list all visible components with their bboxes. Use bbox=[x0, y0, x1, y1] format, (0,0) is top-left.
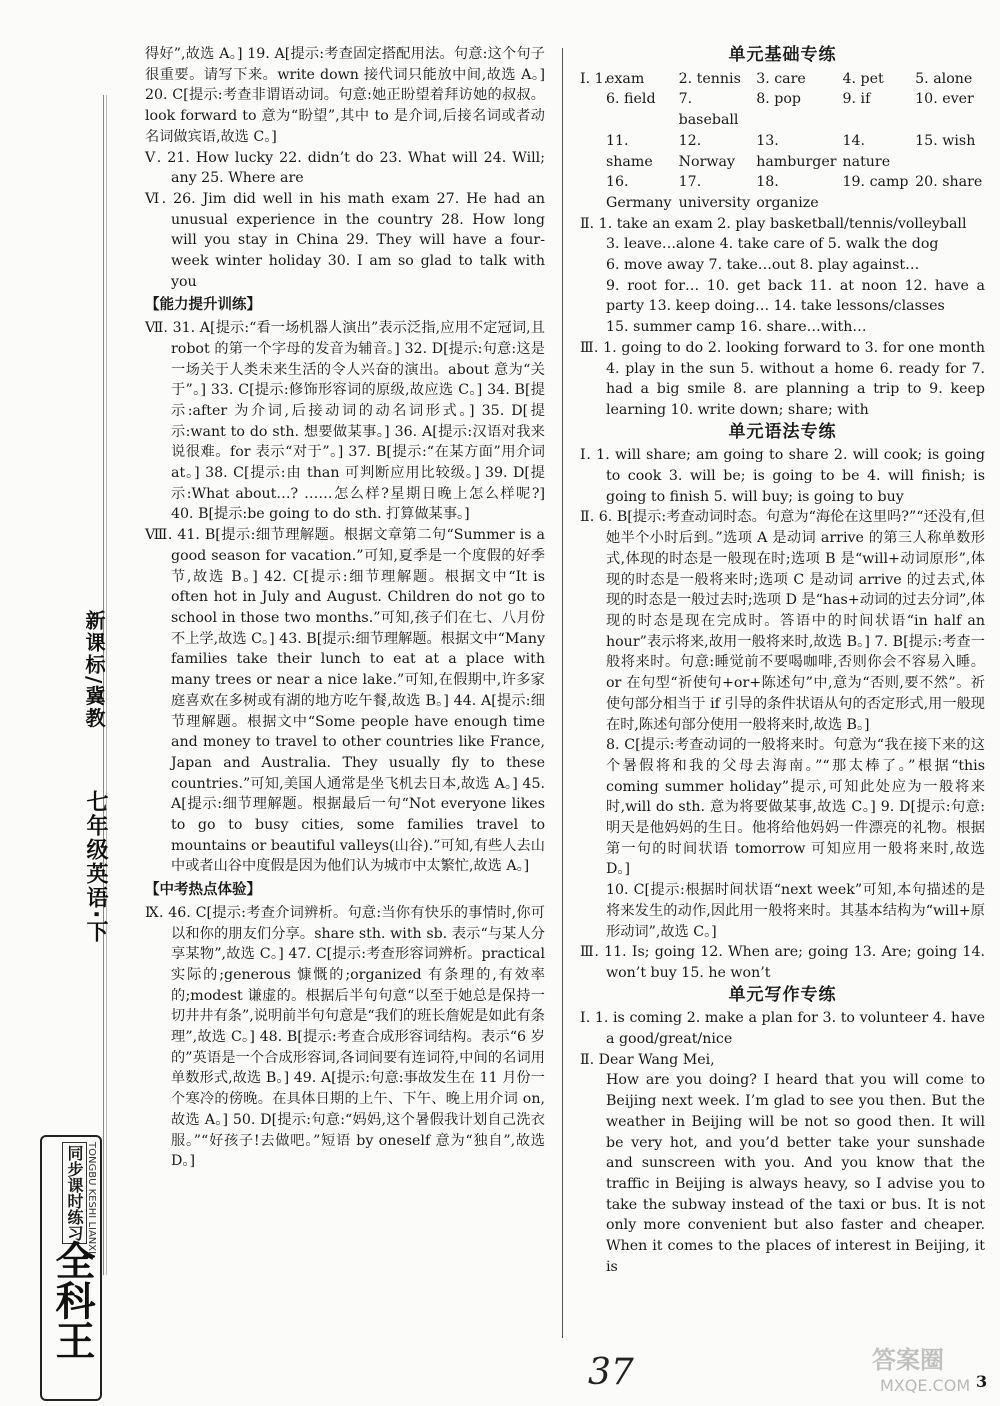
grammar-section-2-q10: 10. C[提示:根据时间状语“next week”可知,本句描述的是将来发生的动作,因此用一般将来时。其基本结构为“will+原形动词”,故选 C。] bbox=[606, 882, 985, 940]
left-column bbox=[145, 44, 545, 1172]
basics-section-2-line: Ⅱ. 1. take an exam 2. play basketball/tennis/volleyball bbox=[580, 215, 967, 232]
corner-page-mark: 3 bbox=[976, 1372, 988, 1391]
basics-section-2-line: 3. leave…alone 4. take care of 5. walk the dog bbox=[606, 236, 939, 253]
word-item: 14. nature bbox=[842, 132, 891, 170]
word-item: 20. share bbox=[915, 174, 983, 191]
word-item: 4. pet bbox=[842, 70, 884, 87]
word-item: 18. organize bbox=[756, 174, 819, 211]
brand-subtitle: 同步课时练习 bbox=[62, 1142, 87, 1244]
section-6-answers: Ⅵ. 26. Jim did well in his math exam 27. He had an unusual experience in the country 28. How long will you stay in China 29. They will have a four-week winter holiday 30. I am so glad to talk with you bbox=[145, 190, 545, 290]
word-item: 2. tennis bbox=[678, 70, 741, 87]
basics-section-3: Ⅲ. 1. going to do 2. looking forward to 3. for one month 4. play in the sun 5. without a home 6. ready for 7. had a big smile 8. are planning a trip to 9. keep learning 10. write down; share; with bbox=[580, 339, 985, 418]
right-column bbox=[580, 44, 985, 1277]
writing-section-2-salutation: Ⅱ. Dear Wang Mei, bbox=[580, 1051, 715, 1068]
basics-section-1 bbox=[580, 69, 985, 214]
section-9-answers: Ⅸ. 46. C[提示:考查介词辨析。句意:当你有快乐的事情时,你可以和你的朋友们分享。share sth. with sb. 表示“与某人分享某物”,故选 C。] 47. C[提示:考查形容词辨析。practical 实际的;generous 慷慨的;organized 有条理的,有效率的;modest 谦虚的。根据后半句句意“以至于她总是保持一切井井有条”,说明前半句句意是“我们的班长詹妮是如此有条理”,故选 C。] 48. B[提示:考查合成形容词结构。表示“6 岁的”英语是一个合成形容词,各词间要有连词符,中间的名词用单数形式,故选 B。] 49. A[提示:句意:事故发生在 11 月份一个寒冷的傍晚。在具体日期的上午、下午、晚上用介词 on,故选 A。] 50. D[提示:句意:“妈妈,这个暑假我计划自己洗衣服。”“好孩子!去做吧。”短语 by oneself 意为“独自”,故选 D。] bbox=[145, 904, 545, 1170]
word-item: exam bbox=[606, 70, 645, 87]
basics-section-1-label: Ⅰ. 1. bbox=[580, 70, 609, 87]
word-item: 11. shame bbox=[606, 132, 653, 170]
word-item: 8. pop bbox=[756, 91, 801, 108]
section-8-answers: Ⅷ. 41. B[提示:细节理解题。根据文章第二句“Summer is a good season for vacation.”可知,夏季是一个度假的好季节,故选 B。] 42. C[提示:细节理解题。根据文中“It is often hot in July and August. Children do not go to school in those two months.”可知,孩子们在七、八月份不上学,故选 C。] 43. B[提示:细节理解题。根据文中“Many families take their lunch to eat at a place with many trees or near a nice lake.”可知,在假期中,许多家庭喜欢在多树或有湖的地方吃午餐,故选 B。] 44. A[提示:细节理解题。根据文中“Some people have enough time and money to travel to other countries like France, Japan and Australia. They usually fly to these countries.”可知,美国人通常是坐飞机去日本,故选 A。] 45. A[提示:细节理解题。根据最后一句“Not everyone likes to go to busy cities, some families travel to mountains or beautiful valleys(山谷).”可知,有些人去山中或者山谷中度假是因为他们认为城市中太繁忙,故选 A。] bbox=[145, 527, 545, 875]
watermark-logo: 答案圈 bbox=[872, 1346, 944, 1374]
basics-section-2-line: 6. move away 7. take…out 8. play against… bbox=[606, 257, 920, 274]
basics-word-grid bbox=[606, 69, 985, 214]
brand-pinyin: TONGBU KESHI LIANXI bbox=[86, 1142, 97, 1255]
sidebar bbox=[0, 0, 135, 1406]
heading-unit-writing: 单元写作专练 bbox=[728, 984, 837, 1005]
heading-ability-training: 【能力提升训练】 bbox=[145, 297, 261, 314]
book-title: 七年级英语·下 bbox=[83, 790, 108, 945]
grammar-section-1: Ⅰ. 1. will share; am going to share 2. will cook; is going to cook 3. will be; is going to be 4. will finish; is going to finish 5. will buy; is going to buy bbox=[580, 447, 985, 505]
grammar-section-3: Ⅲ. 11. Is; going 12. When are; going 13. Are; going 14. won’t buy 15. he won’t bbox=[580, 944, 985, 981]
edition-label: 新课标/冀教 bbox=[82, 610, 106, 730]
heading-unit-grammar: 单元语法专练 bbox=[728, 421, 837, 442]
brand-logo: 全科王 bbox=[49, 1240, 95, 1360]
word-item: 17. university bbox=[678, 174, 751, 211]
word-item: 9. if bbox=[842, 91, 871, 108]
heading-unit-basics: 单元基础专练 bbox=[728, 45, 837, 65]
section-7-answers: Ⅶ. 31. A[提示:“看一场机器人演出”表示泛指,应用不定冠词,且 robot 的第一个字母的发音为辅音。] 32. D[提示:句意:这是一场关于人类未来生活的令人兴奋的演出。about 意为“关于”。] 33. C[提示:修饰形容词的原级,故应选 C。] 34. B[提示:after 为介词,后接动词的动名词形式。] 35. D[提示:want to do sth. 想要做某事。] 36. A[提示:汉语对我来说很难。for 表示“对于”。] 37. B[提示:“在某方面”用介词 at。] 38. C[提示:由 than 可判断应用比较级。] 39. D[提示:What about…? ……怎么样?星期日晚上怎么样呢?] 40. B[提示:be going to do sth. 打算做某事。] bbox=[145, 320, 545, 523]
section-5-answers: Ⅴ. 21. How lucky 22. didn’t do 23. What will 24. Will; any 25. Where are bbox=[145, 149, 545, 187]
grammar-section-2: Ⅱ. 6. B[提示:考查动词时态。句意为“海伦在这里吗?”“还没有,但她半个小时后到。”选项 A 是动词 arrive 的第三人称单数形式,体现的时态是一般现在时;选项 B 是“will+动词原形”,体现的时态是一般将来时;选项 C 是动词 arrive 的过去式,体现的时态是一般过去时;选项 D 是“has+动词的过去分词”,体现的时态是现在完成时。答语中的时间状语“in half an hour”表示将来,故用一般将来时,故选 B。] 7. B[提示:考查一般将来时。句意:睡觉前不要喝咖啡,否则你会不容易入睡。or 在句型“祈使句+or+陈述句”中,意为“否则,要不然”。祈使句部分相当于 if 引导的条件状语从句的否定形式,用一般现在时,陈述句部分使用一般将来时,故选 B。] bbox=[580, 509, 985, 733]
word-item: 16. Germany bbox=[606, 174, 672, 211]
writing-section-2-letter: How are you doing? I heard that you will come to Beijing next week. I’m glad to see you then. But the weather in Beijing will be not so good then. It will be very hot, and you’d better take your sunshade and sunscreen with you. And you know that the traffic in Beijing is always heavy, so I advise you to take the subway instead of the taxi or bus. It is not only more convenient but also faster and cheaper. When it comes to the places of interest in Beijing, it is bbox=[606, 1072, 985, 1275]
word-item: 6. field bbox=[606, 91, 656, 108]
page-number: 37 bbox=[588, 1352, 634, 1393]
basics-section-2-line: 15. summer camp 16. share…with… bbox=[606, 319, 867, 336]
word-item: 10. ever bbox=[915, 91, 974, 108]
word-item: 7. baseball bbox=[678, 91, 739, 129]
heading-exam-hotspots: 【中考热点体验】 bbox=[145, 882, 261, 899]
column-divider bbox=[562, 48, 563, 1338]
word-item: 15. wish bbox=[915, 132, 976, 149]
word-item: 13. hamburger bbox=[756, 132, 837, 170]
basics-section-2-line: 9. root for… 10. get back 11. at noon 12. have a party 13. keep doing… 14. take lessons/classes bbox=[606, 277, 985, 315]
grammar-section-2-cont: 8. C[提示:考查动词的一般将来时。句意为“我在接下来的这个暑假将和我的父母去海南。”“那太棒了。”根据“this coming summer holiday”提示,可知此处应为一般将来时,will do sth. 意为将要做某事,故选 C。] 9. D[提示:句意:明天是他妈妈的生日。他将给他妈妈一件漂亮的礼物。根据第一句的时间状语 tomorrow 可知应用一般将来时,故选 D。] bbox=[606, 737, 985, 878]
word-item: 5. alone bbox=[915, 70, 973, 87]
word-item: 12. Norway bbox=[678, 132, 735, 170]
word-item: 3. care bbox=[756, 70, 806, 87]
answer-block-19-20: 得好”,故选 A。] 19. A[提示:考查固定搭配用法。句意:这个句子很重要。请写下来。write down 接代词只能放中间,故选 A。] 20. C[提示:考查非谓语动词。句意:她正盼望着拜访她的叔叔。look forward to 意为“盼望”,其中 to 是介词,后接名词或者动名词做宾语,故选 C。] bbox=[145, 46, 545, 145]
watermark-url: MXQE.COM bbox=[880, 1376, 971, 1395]
writing-section-1: Ⅰ. 1. is coming 2. make a plan for 3. to volunteer 4. have a good/great/nice bbox=[580, 1010, 985, 1048]
word-item: 19. camp bbox=[842, 174, 909, 191]
